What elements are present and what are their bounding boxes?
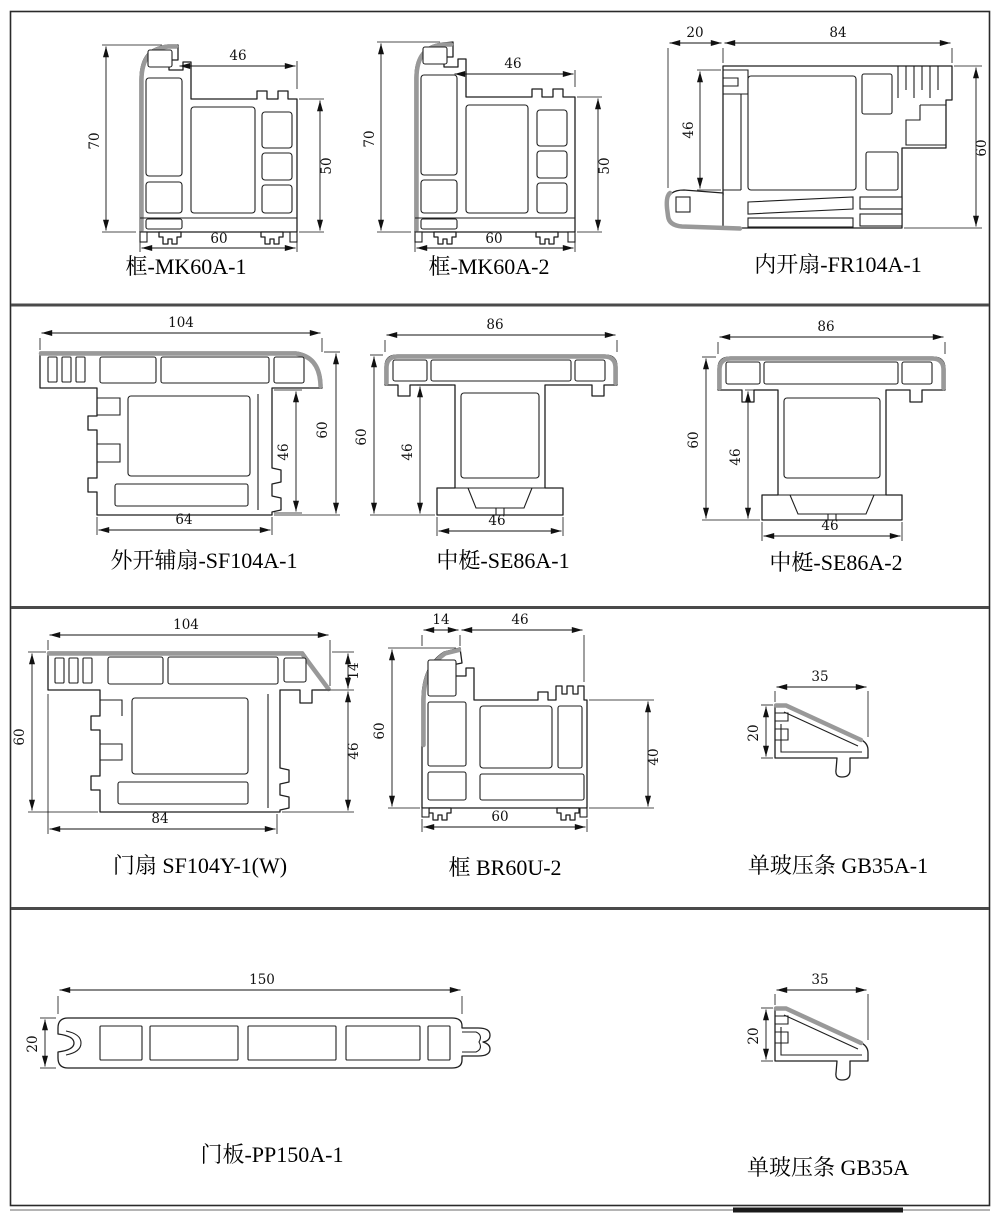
profile-mullion-se86a-2	[686, 319, 945, 575]
dim-height-right	[589, 700, 662, 808]
dim-text: 84	[829, 25, 847, 41]
dim-text: 46	[681, 121, 697, 139]
dim-height-left	[746, 705, 773, 758]
dim-text: 70	[362, 130, 378, 148]
next-page-edge-thick	[733, 1208, 903, 1213]
profile-label: 门扇 SF104Y-1(W)	[112, 853, 288, 878]
profile-label: 框-MK60A-2	[428, 254, 550, 279]
dim-width-top	[718, 319, 945, 354]
dim-text: 35	[811, 669, 829, 685]
profile-chambers	[428, 660, 584, 800]
profile-label: 内开扇-FR104A-1	[754, 252, 922, 277]
profile-outline	[775, 1008, 868, 1080]
profile-label: 单玻压条 GB35A	[747, 1155, 909, 1180]
dim-text: 46	[511, 612, 529, 628]
dim-width-top	[180, 48, 298, 89]
dim-text: 35	[811, 972, 829, 988]
dim-text: 64	[175, 512, 193, 528]
dim-width-top	[40, 315, 322, 352]
dim-text: 60	[686, 431, 702, 449]
row-divider	[11, 606, 989, 609]
dim-text: 150	[249, 972, 275, 988]
dim-width-top	[58, 972, 462, 1014]
dim-text: 46	[400, 443, 416, 461]
row-divider	[11, 907, 989, 910]
profile-aux-sash-sf104a-1	[40, 315, 340, 573]
dim-text: 46	[229, 48, 247, 64]
dim-text: 46	[728, 448, 744, 466]
dim-height-right	[299, 99, 335, 232]
dim-height-right	[577, 97, 613, 232]
profile-outline	[775, 705, 868, 777]
dim-text: 60	[12, 728, 28, 746]
profile-label: 框-MK60A-1	[125, 254, 247, 279]
profile-inner-lines	[66, 1026, 480, 1060]
dim-text: 46	[821, 518, 839, 534]
profile-label: 门板-PP150A-1	[200, 1142, 344, 1167]
profile-frame-br60u-2	[372, 612, 662, 880]
dim-text: 86	[817, 319, 835, 335]
dim-text: 50	[597, 157, 613, 175]
dim-width-bottom	[437, 513, 563, 536]
profile-glazing-bead-gb35a	[746, 972, 909, 1180]
dim-text: 60	[491, 809, 509, 825]
dim-height-left	[681, 70, 721, 190]
profile-frame-mk60a-2	[362, 42, 613, 279]
dim-text: 20	[686, 25, 704, 41]
dim-width-bottom	[762, 518, 902, 541]
dim-text: 86	[486, 317, 504, 333]
dim-text: 46	[276, 443, 292, 461]
dim-width-top-left	[422, 612, 459, 646]
dim-width-top	[460, 612, 584, 682]
profile-label: 中梃-SE86A-2	[769, 550, 903, 575]
dim-text: 14	[346, 662, 362, 680]
profile-sash-fr104a-1	[667, 25, 990, 277]
dim-text: 46	[504, 56, 522, 72]
dim-height-right	[282, 692, 362, 813]
dim-height-left	[746, 1008, 773, 1061]
dim-text: 70	[87, 132, 103, 150]
dim-text: 40	[646, 748, 662, 766]
profile-frame-mk60a-1	[87, 45, 335, 279]
dim-text: 60	[974, 139, 990, 157]
profile-label: 单玻压条 GB35A-1	[747, 853, 929, 878]
dim-text: 14	[432, 612, 450, 628]
dim-height-inner	[274, 390, 302, 513]
profile-label: 外开辅扇-SF104A-1	[110, 548, 298, 573]
dim-width-top	[455, 56, 576, 87]
profile-label: 中梃-SE86A-1	[436, 548, 570, 573]
dim-text: 60	[210, 231, 228, 247]
dim-height-left	[25, 1018, 56, 1068]
profile-door-panel-pp150a-1	[25, 972, 490, 1167]
dim-text: 20	[746, 1027, 762, 1045]
dim-width-top-left	[668, 25, 722, 188]
dim-width-top	[385, 317, 617, 352]
profile-door-sash-sf104y-1w	[12, 617, 362, 878]
dim-text: 60	[372, 722, 388, 740]
dim-text: 104	[168, 315, 194, 331]
dim-text: 84	[151, 811, 169, 827]
dim-text: 20	[746, 724, 762, 742]
row-divider	[11, 304, 989, 307]
dim-text: 60	[354, 428, 370, 446]
dim-width-top	[723, 25, 952, 63]
dim-text: 46	[346, 742, 362, 760]
profile-glazing-bead-gb35a-1	[746, 669, 928, 878]
dim-text: 104	[173, 617, 199, 633]
dim-text: 60	[315, 421, 331, 439]
dim-text: 20	[25, 1035, 41, 1053]
dim-text: 60	[485, 231, 503, 247]
profile-mullion-se86a-1	[354, 317, 617, 573]
dim-text: 50	[319, 157, 335, 175]
dim-text: 46	[488, 513, 506, 529]
profile-label: 框 BR60U-2	[448, 855, 562, 880]
